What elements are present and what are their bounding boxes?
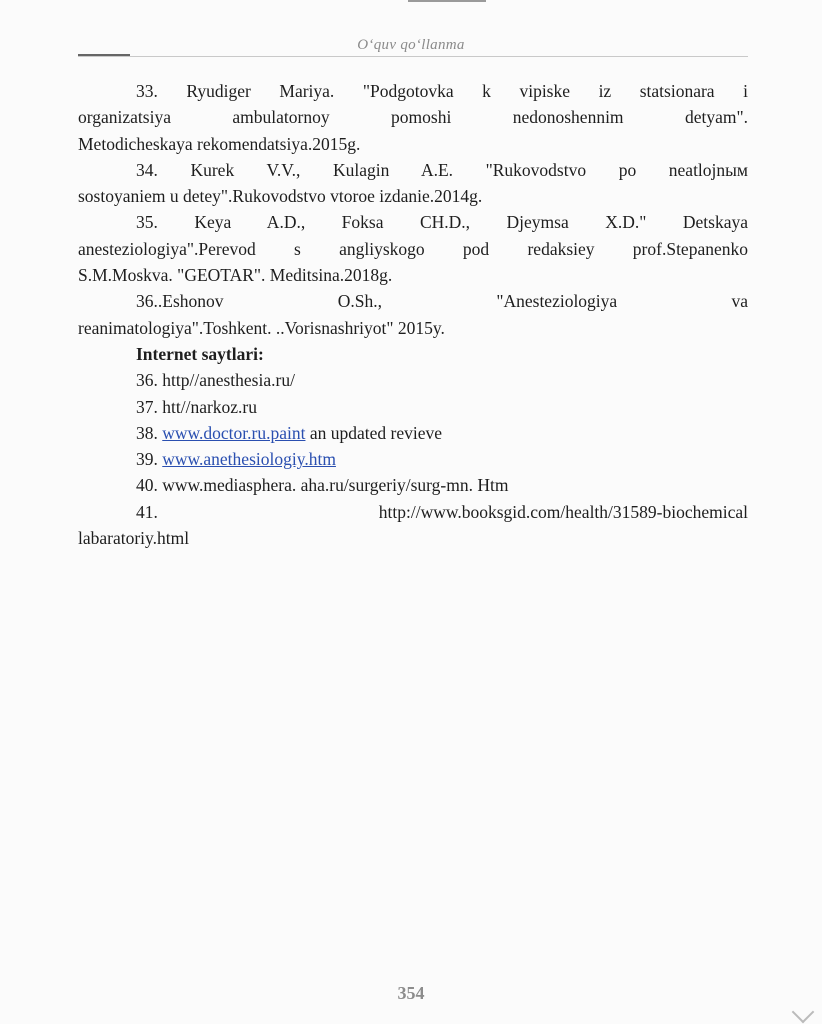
reference-33-line2: organizatsiya ambulatornoy pomoshi nedonoshennim detyam". <box>78 107 748 128</box>
anethesiologiy-link[interactable]: www.anethesiologiy.htm <box>162 449 336 470</box>
reference-34-line2: sostoyaniem u detey".Rukovodstvo vtoroe izdanie.2014g. <box>78 186 483 207</box>
header-rule <box>78 56 748 57</box>
header-rule-accent <box>78 54 130 56</box>
internet-item-40: 40. www.mediasphera. aha.ru/surgeriy/surg-mn. Htm <box>136 475 509 496</box>
internet-item-41-line2: labaratoriy.html <box>78 528 190 549</box>
corner-scan-mark <box>792 1001 815 1024</box>
reference-35 <box>78 209 748 288</box>
internet-item-38-number: 38. <box>136 422 158 443</box>
reference-33 <box>78 78 748 157</box>
reference-35-line3: S.M.Moskva. "GEOTAR". Meditsina.2018g. <box>78 265 393 286</box>
internet-item-38-suffix: an updated revieve <box>309 422 442 443</box>
internet-item-39 <box>78 446 748 472</box>
internet-item-39-number: 39. <box>136 449 158 470</box>
internet-item-41-line1: 41. http://www.booksgid.com/health/31589-biochemical <box>136 501 748 522</box>
reference-35-line1: 35. Keya A.D., Foksa CH.D., Djeymsa X.D." Detskaya <box>136 212 748 233</box>
reference-36-line2: reanimatologiya".Toshkent. ..Vorisnashriyot" 2015y. <box>78 317 445 338</box>
running-header-title: O‘quv qo‘llanma <box>357 37 465 53</box>
page-content <box>78 78 748 551</box>
reference-34 <box>78 157 748 210</box>
internet-item-36: 36. http//anesthesia.ru/ <box>136 370 295 391</box>
internet-item-41 <box>78 499 748 552</box>
reference-36-line1: 36..Eshonov O.Sh., "Anesteziologiya va <box>136 291 748 312</box>
doctor-ru-link[interactable]: www.doctor.ru.paint <box>162 422 306 443</box>
page-number: 354 <box>397 983 425 1003</box>
internet-item-37: 37. htt//narkoz.ru <box>136 396 258 417</box>
internet-item-38 <box>78 420 748 446</box>
reference-36 <box>78 288 748 341</box>
internet-sites-heading: Internet saytlari: <box>136 343 264 364</box>
scan-edge-mark <box>408 0 486 2</box>
reference-33-line1: 33. Ryudiger Mariya. "Podgotovka k vipiske iz statsionara i <box>136 81 748 101</box>
reference-34-line1: 34. Kurek V.V., Kulagin A.E. "Rukovodstvo po neatlojnым <box>136 159 748 180</box>
reference-33-line3: Metodicheskaya rekomendatsiya.2015g. <box>78 133 361 154</box>
reference-35-line2: anesteziologiya".Perevod s angliyskogo pod redaksiey prof.Stepanenko <box>78 238 748 259</box>
